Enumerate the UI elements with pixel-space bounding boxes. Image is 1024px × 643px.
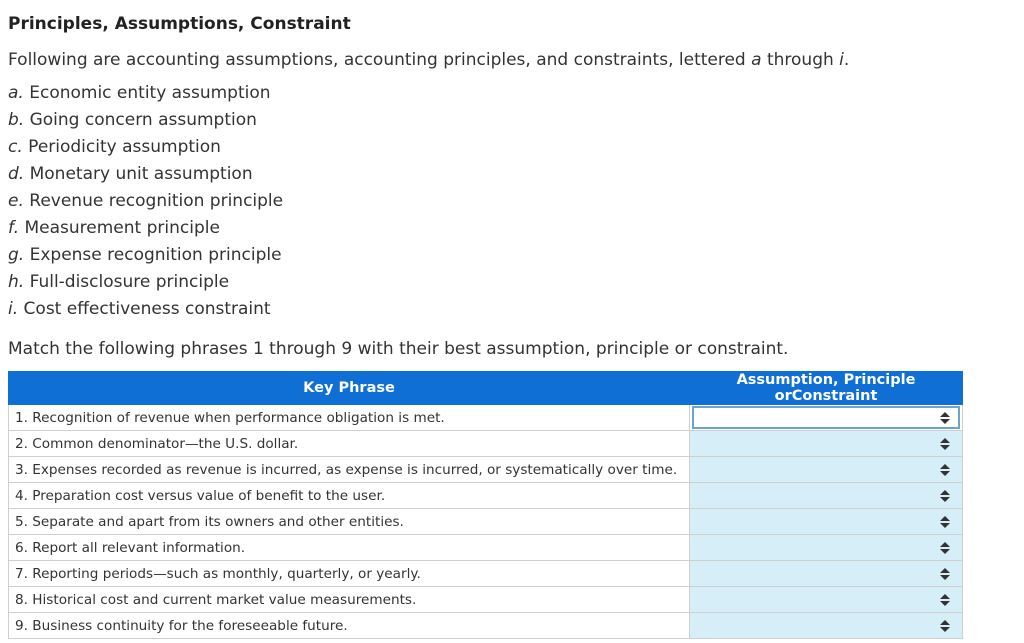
- option-item: [8, 190, 1016, 217]
- option-text: Cost effectiveness constraint: [18, 299, 271, 319]
- answer-select[interactable]: [690, 431, 963, 457]
- key-phrase-cell: 7. Reporting periods—such as monthly, quarterly, or yearly.: [9, 561, 690, 587]
- updown-arrows-icon: [940, 412, 950, 424]
- option-text: Monetary unit assumption: [24, 164, 253, 184]
- select-box[interactable]: [692, 406, 960, 429]
- intro-end: .: [843, 50, 850, 70]
- option-item: [8, 109, 1016, 136]
- select-box[interactable]: [692, 588, 960, 611]
- option-item: [8, 298, 1016, 325]
- option-text: Going concern assumption: [24, 110, 257, 130]
- options-list: [8, 82, 1016, 325]
- select-box[interactable]: [692, 458, 960, 481]
- option-letter: a.: [8, 83, 24, 103]
- intro-text: [8, 49, 1016, 71]
- key-phrase-cell: 1. Recognition of revenue when performance obligation is met.: [9, 405, 690, 431]
- key-phrase-cell: 3. Expenses recorded as revenue is incurred, as expense is incurred, or systematically over time.: [9, 457, 690, 483]
- key-phrase-cell: 5. Separate and apart from its owners and other entities.: [9, 509, 690, 535]
- answer-select[interactable]: [690, 405, 963, 431]
- intro-before: Following are accounting assumptions, accounting principles, and constraints, lettered: [8, 50, 752, 70]
- option-item: [8, 163, 1016, 190]
- updown-arrows-icon: [940, 516, 950, 528]
- option-item: [8, 244, 1016, 271]
- option-text: Revenue recognition principle: [23, 191, 284, 211]
- table-row: [9, 535, 963, 561]
- key-phrase-cell: 9. Business continuity for the foreseeable future.: [9, 613, 690, 639]
- header-answer: Assumption, Principle orConstraint: [690, 372, 963, 405]
- key-phrase-cell: 2. Common denominator—the U.S. dollar.: [9, 431, 690, 457]
- table-row: [9, 483, 963, 509]
- option-item: [8, 217, 1016, 244]
- key-phrase-cell: 4. Preparation cost versus value of benefit to the user.: [9, 483, 690, 509]
- option-text: Economic entity assumption: [23, 83, 271, 103]
- option-item: [8, 136, 1016, 163]
- updown-arrows-icon: [940, 620, 950, 632]
- header-key-phrase: Key Phrase: [9, 372, 690, 405]
- option-text: Measurement principle: [19, 218, 220, 238]
- answer-select[interactable]: [690, 535, 963, 561]
- answer-select[interactable]: [690, 587, 963, 613]
- option-letter: h.: [8, 272, 25, 292]
- select-box[interactable]: [692, 432, 960, 455]
- answer-select[interactable]: [690, 613, 963, 639]
- table-row: [9, 405, 963, 431]
- updown-arrows-icon: [940, 464, 950, 476]
- matching-table: [8, 371, 963, 639]
- select-box[interactable]: [692, 614, 960, 637]
- table-row: [9, 457, 963, 483]
- updown-arrows-icon: [940, 542, 950, 554]
- option-text: Full-disclosure principle: [24, 272, 230, 292]
- option-letter: c.: [8, 137, 23, 157]
- option-letter: d.: [8, 164, 25, 184]
- option-text: Periodicity assumption: [22, 137, 221, 157]
- intro-letter-a: a: [751, 50, 762, 70]
- select-box[interactable]: [692, 562, 960, 585]
- option-letter: e.: [8, 191, 24, 211]
- table-row: [9, 587, 963, 613]
- select-box[interactable]: [692, 536, 960, 559]
- answer-select[interactable]: [690, 561, 963, 587]
- table-row: [9, 561, 963, 587]
- option-letter: g.: [8, 245, 25, 265]
- key-phrase-cell: 8. Historical cost and current market value measurements.: [9, 587, 690, 613]
- table-row: [9, 509, 963, 535]
- updown-arrows-icon: [940, 438, 950, 450]
- table-row: [9, 431, 963, 457]
- intro-letter-i: i: [839, 50, 844, 70]
- updown-arrows-icon: [940, 490, 950, 502]
- select-box[interactable]: [692, 484, 960, 507]
- page-title: Principles, Assumptions, Constraint: [8, 14, 351, 34]
- key-phrase-cell: 6. Report all relevant information.: [9, 535, 690, 561]
- updown-arrows-icon: [940, 568, 950, 580]
- table-row: [9, 613, 963, 639]
- option-item: [8, 82, 1016, 109]
- table-header-row: [9, 372, 963, 405]
- select-box[interactable]: [692, 510, 960, 533]
- option-text: Expense recognition principle: [24, 245, 282, 265]
- updown-arrows-icon: [940, 594, 950, 606]
- option-item: [8, 271, 1016, 298]
- option-letter: f.: [8, 218, 20, 238]
- answer-select[interactable]: [690, 509, 963, 535]
- match-instruction: Match the following phrases 1 through 9 with their best assumption, principle or constraint.: [8, 339, 789, 359]
- intro-mid: through: [761, 50, 840, 70]
- answer-select[interactable]: [690, 457, 963, 483]
- answer-select[interactable]: [690, 483, 963, 509]
- option-letter: i.: [8, 299, 19, 319]
- option-letter: b.: [8, 110, 25, 130]
